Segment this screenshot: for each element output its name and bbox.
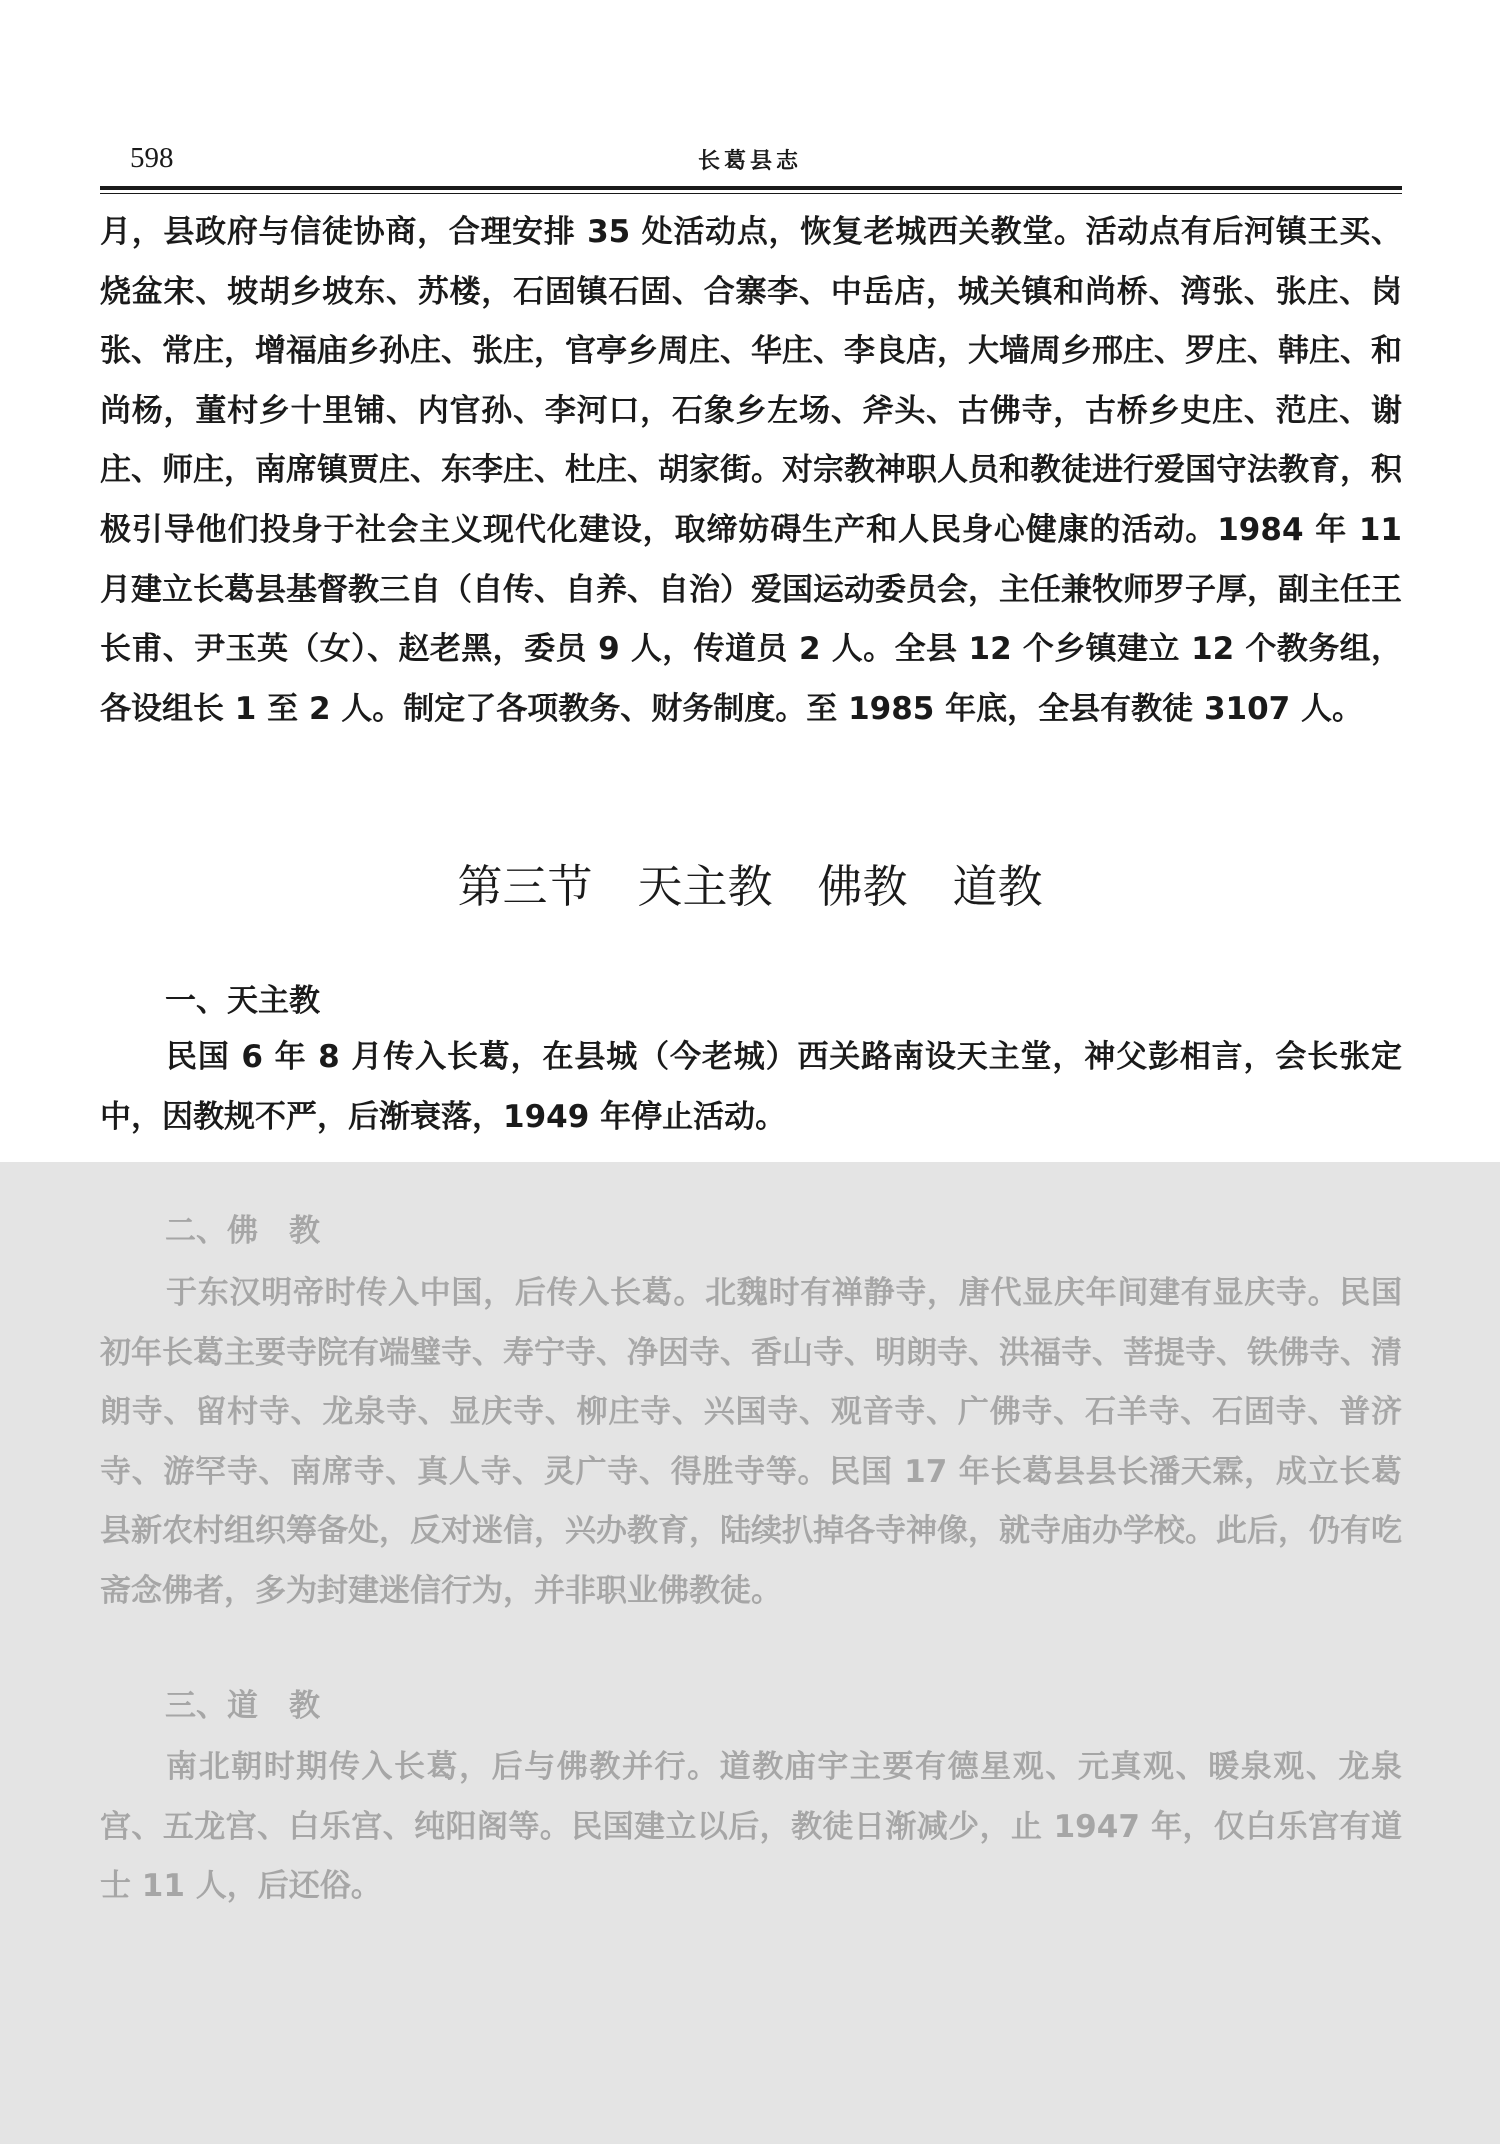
subsection-heading-buddhism: 二、佛 教 [165,1213,320,1249]
subsection-text-catholicism: 民国 6 年 8 月传入长葛，在县城（今老城）西关路南设天主堂，神父彭相言，会长张定中，因教规不严，后渐衰落，1949 年停止活动。 [100,1039,1402,1135]
subsection-heading-catholicism: 一、天主教 [165,983,320,1019]
continuation-paragraph: 月，县政府与信徒协商，合理安排 35 处活动点，恢复老城西关教堂。活动点有后河镇王买、烧盆宋、坡胡乡坡东、苏楼，石固镇石固、合寨李、中岳店，城关镇和尚桥、湾张、张庄、岗张、常庄，增福庙乡孙庄、张庄，官亭乡周庄、华庄、李良店，大墙周乡邢庄、罗庄、韩庄、和尚杨，董村乡十里铺、内官孙、李河口，石象乡左场、斧头、古佛寺，古桥乡史庄、范庄、谢庄、师庄，南席镇贾庄、东李庄、杜庄、胡家街。对宗教神职人员和教徒进行爱国守法教育，积极引导他们投身于社会主义现代化建设，取缔妨碍生产和人民身心健康的活动。1984 年 11 月建立长葛县基督教三自（自传、自养、自治）爱国运动委员会，主任兼牧师罗子厚，副主任王长甫、尹玉英（女）、赵老黑，委员 9 人，传道员 2 人。全县 12 个乡镇建立 12 个教务组，各设组长 1 至 2 人。制定了各项教务、财务制度。至 1985 年底，全县有教徒 3107 人。 [100,214,1402,727]
subsection-heading-taoism: 三、道 教 [165,1688,320,1724]
header-rule-thick [100,186,1402,190]
subsection-text-buddhism: 于东汉明帝时传入中国，后传入长葛。北魏时有禅静寺，唐代显庆年间建有显庆寺。民国初年长葛主要寺院有端璧寺、寿宁寺、净因寺、香山寺、明朗寺、洪福寺、菩提寺、铁佛寺、清朗寺、留村寺、龙泉寺、显庆寺、柳庄寺、兴国寺、观音寺、广佛寺、石羊寺、石固寺、普济寺、游罕寺、南席寺、真人寺、灵广寺、得胜寺等。民国 17 年长葛县县长潘天霖，成立长葛县新农村组织筹备处，反对迷信，兴办教育，陆续扒掉各寺神像，就寺庙办学校。此后，仍有吃斋念佛者，多为封建迷信行为，并非职业佛教徒。 [100,1275,1402,1609]
page-header [100,134,1400,184]
section-title: 第三节 天主教 佛教 道教 [457,860,1043,913]
page-number: 598 [130,142,174,174]
header-rule-thin [100,193,1402,194]
subsection-text-taoism: 南北朝时期传入长葛，后与佛教并行。道教庙宇主要有德星观、元真观、暖泉观、龙泉宫、五龙宫、白乐宫、纯阳阁等。民国建立以后，教徒日渐减少，止 1947 年，仅白乐宫有道士 11 人，后还俗。 [100,1749,1402,1905]
running-title: 长葛县志 [697,149,802,174]
